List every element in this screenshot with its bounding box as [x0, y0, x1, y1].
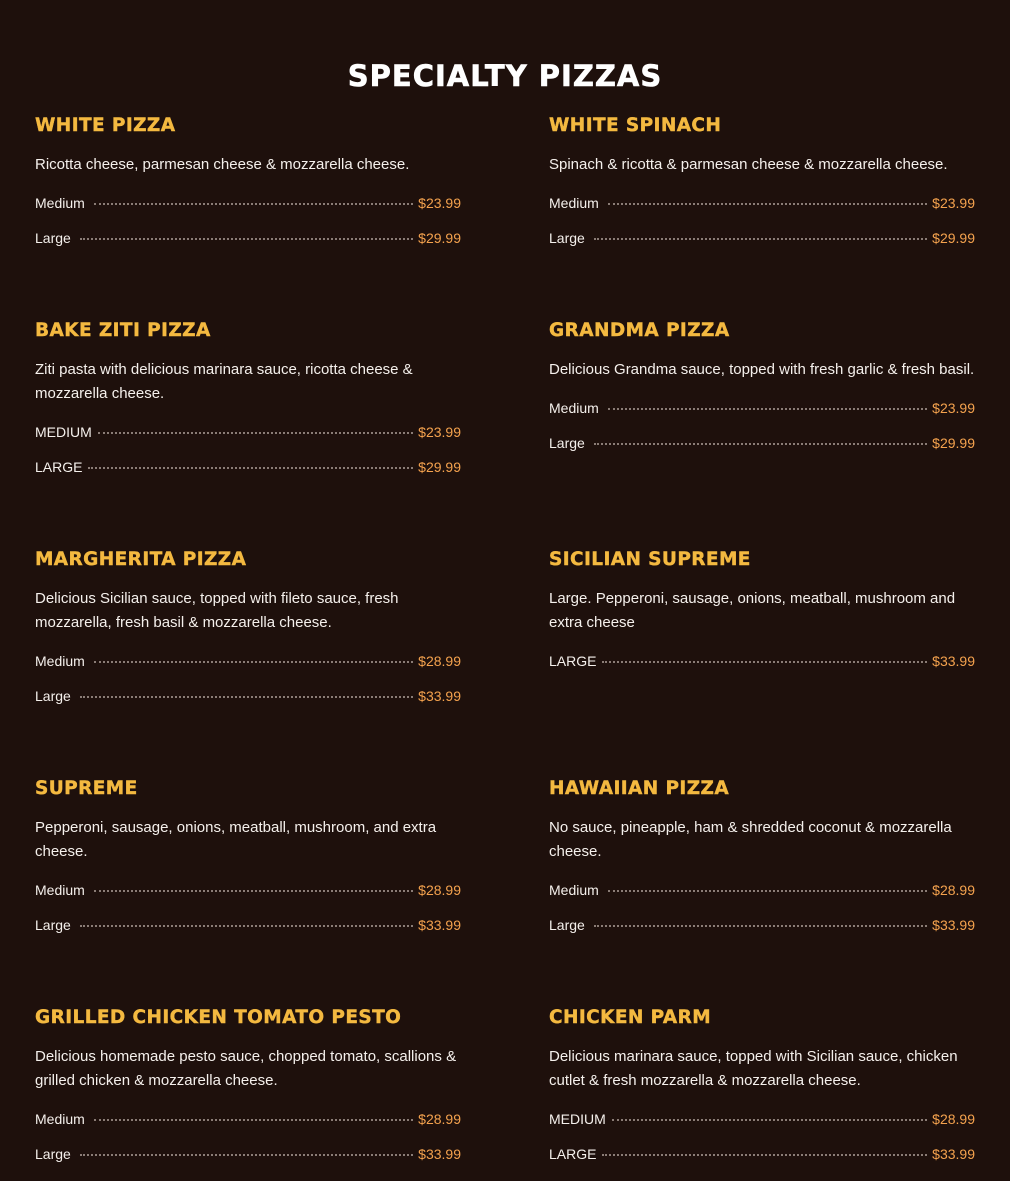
size-label: Large — [35, 1146, 71, 1162]
item-description: Delicious Grandma sauce, topped with fresh garlic & fresh basil. — [549, 361, 975, 378]
price: $33.99 — [932, 1146, 975, 1162]
price: $29.99 — [932, 435, 975, 451]
item-name: CHICKEN PARM — [549, 1007, 712, 1028]
size-label: Large — [35, 230, 71, 246]
price-list — [549, 399, 975, 469]
size-label: Large — [35, 917, 71, 933]
dot-leader — [594, 230, 927, 240]
price-row — [35, 229, 461, 264]
price-list — [35, 194, 461, 264]
size-label: Large — [549, 230, 585, 246]
price: $29.99 — [418, 230, 461, 246]
price-row — [35, 881, 461, 916]
price-row — [549, 229, 975, 264]
item-description: Spinach & ricotta & parmesan cheese & mozzarella cheese. — [549, 156, 948, 173]
dot-leader — [88, 459, 413, 469]
menu-item-chicken-parm — [549, 1007, 975, 1180]
price: $23.99 — [418, 195, 461, 211]
item-description: Delicious Sicilian sauce, topped with fileto sauce, fresh mozzarella, fresh basil & mozzarella cheese. — [35, 590, 399, 631]
page-title: SPECIALTY PIZZAS — [347, 59, 663, 93]
item-description: Delicious homemade pesto sauce, chopped tomato, scallions & grilled chicken & mozzarella cheese. — [35, 1048, 457, 1089]
price: $33.99 — [418, 1146, 461, 1162]
price-list — [549, 652, 975, 687]
size-label: Large — [549, 917, 585, 933]
dot-leader — [94, 653, 413, 663]
dot-leader — [608, 882, 927, 892]
price-row — [549, 1110, 975, 1145]
dot-leader — [80, 688, 413, 698]
price-row — [35, 916, 461, 951]
dot-leader — [80, 1146, 413, 1156]
price: $33.99 — [932, 653, 975, 669]
dot-leader — [594, 917, 927, 927]
dot-leader — [594, 435, 927, 445]
size-label: Medium — [549, 400, 599, 416]
size-label: LARGE — [549, 1146, 597, 1162]
size-label: Large — [35, 688, 71, 704]
dot-leader — [608, 195, 927, 205]
price-row — [35, 687, 461, 722]
price: $28.99 — [932, 882, 975, 898]
price-list — [549, 194, 975, 264]
price: $28.99 — [418, 1111, 461, 1127]
price-list — [35, 1110, 461, 1180]
menu-item-supreme — [35, 778, 461, 951]
price: $29.99 — [418, 459, 461, 475]
price-list — [35, 423, 461, 493]
price: $33.99 — [418, 688, 461, 704]
dot-leader — [94, 882, 413, 892]
menu-item-white-spinach — [549, 115, 975, 264]
item-description: Ziti pasta with delicious marinara sauce, ricotta cheese & mozzarella cheese. — [35, 361, 413, 402]
price: $33.99 — [932, 917, 975, 933]
menu-item-grandma-pizza — [549, 320, 975, 469]
dot-leader — [602, 653, 927, 663]
price-row — [35, 1145, 461, 1180]
dot-leader — [98, 424, 413, 434]
size-label: Medium — [35, 882, 85, 898]
dot-leader — [80, 230, 413, 240]
price: $28.99 — [418, 882, 461, 898]
price-row — [35, 458, 461, 493]
size-label: Medium — [35, 195, 85, 211]
price-row — [549, 1145, 975, 1180]
item-description: Pepperoni, sausage, onions, meatball, mushroom, and extra cheese. — [35, 819, 437, 860]
price-row — [549, 399, 975, 434]
price-list — [35, 652, 461, 722]
size-label: LARGE — [549, 653, 597, 669]
item-name: SICILIAN SUPREME — [549, 549, 751, 570]
size-label: LARGE — [35, 459, 83, 475]
price-row — [549, 652, 975, 687]
price-row — [35, 423, 461, 458]
item-name: HAWAIIAN PIZZA — [549, 778, 730, 799]
size-label: Medium — [549, 882, 599, 898]
price-row — [549, 434, 975, 469]
dot-leader — [612, 1111, 927, 1121]
dot-leader — [94, 195, 413, 205]
price: $23.99 — [932, 195, 975, 211]
price-list — [35, 881, 461, 951]
price-row — [35, 1110, 461, 1145]
price: $29.99 — [932, 230, 975, 246]
size-label: MEDIUM — [35, 424, 92, 440]
item-name: WHITE PIZZA — [35, 115, 176, 136]
item-description: Large. Pepperoni, sausage, onions, meatball, mushroom and extra cheese — [549, 590, 956, 631]
size-label: MEDIUM — [549, 1111, 606, 1127]
size-label: Medium — [35, 653, 85, 669]
price: $28.99 — [932, 1111, 975, 1127]
menu-item-bake-ziti-pizza — [35, 320, 461, 493]
menu-item-margherita-pizza — [35, 549, 461, 722]
price-row — [549, 916, 975, 951]
dot-leader — [602, 1146, 927, 1156]
price: $23.99 — [932, 400, 975, 416]
item-name: WHITE SPINACH — [549, 115, 722, 136]
price-list — [549, 881, 975, 951]
item-name: GRANDMA PIZZA — [549, 320, 730, 341]
size-label: Large — [549, 435, 585, 451]
item-description: Ricotta cheese, parmesan cheese & mozzarella cheese. — [35, 156, 410, 173]
price-row — [549, 881, 975, 916]
item-description: No sauce, pineapple, ham & shredded coconut & mozzarella cheese. — [549, 819, 952, 860]
size-label: Medium — [35, 1111, 85, 1127]
menu-item-white-pizza — [35, 115, 461, 264]
menu-item-sicilian-supreme — [549, 549, 975, 687]
item-name: BAKE ZITI PIZZA — [35, 320, 211, 341]
price-row — [35, 652, 461, 687]
item-name: GRILLED CHICKEN TOMATO PESTO — [35, 1007, 402, 1028]
price-list — [549, 1110, 975, 1180]
price: $23.99 — [418, 424, 461, 440]
menu-item-grilled-chicken-tomato-pesto — [35, 1007, 461, 1180]
item-description: Delicious marinara sauce, topped with Sicilian sauce, chicken cutlet & fresh mozzarella & mozzarella cheese. — [549, 1048, 958, 1089]
price: $28.99 — [418, 653, 461, 669]
dot-leader — [608, 400, 927, 410]
price-row — [35, 194, 461, 229]
menu-item-hawaiian-pizza — [549, 778, 975, 951]
item-name: SUPREME — [35, 778, 138, 799]
item-name: MARGHERITA PIZZA — [35, 549, 247, 570]
size-label: Medium — [549, 195, 599, 211]
dot-leader — [94, 1111, 413, 1121]
price: $33.99 — [418, 917, 461, 933]
price-row — [549, 194, 975, 229]
dot-leader — [80, 917, 413, 927]
